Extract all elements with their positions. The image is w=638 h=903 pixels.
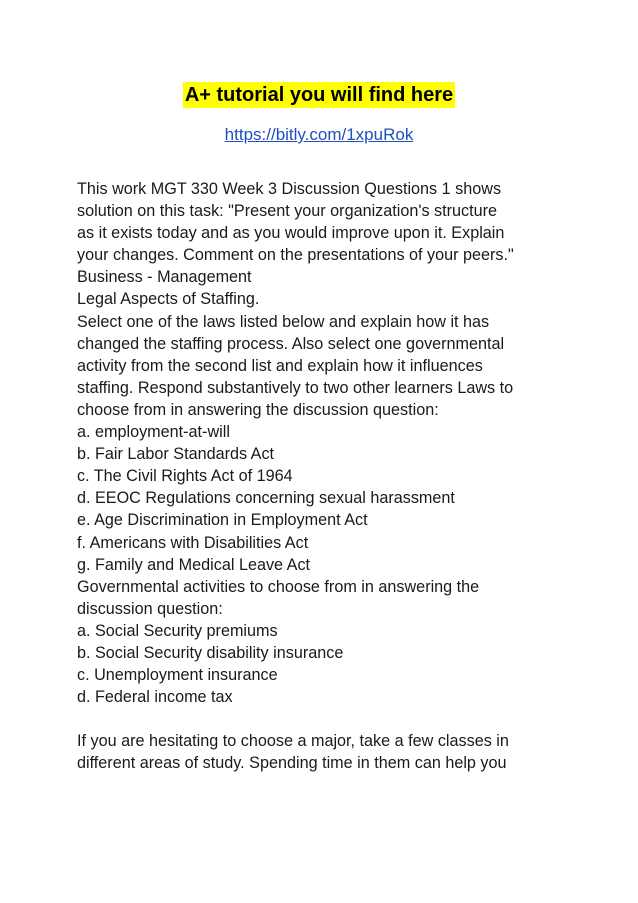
list-item: a. Social Security premiums: [77, 621, 278, 640]
body-line: staffing. Respond substantively to two other learners Laws to: [77, 378, 514, 397]
body-line: your changes. Comment on the presentations of your peers.": [77, 246, 514, 265]
body-line: Select one of the laws listed below and explain how it has: [77, 312, 490, 331]
list-item: d. EEOC Regulations concerning sexual harassment: [77, 489, 455, 508]
body-line: This work MGT 330 Week 3 Discussion Questions 1 shows: [77, 180, 502, 198]
list-item: b. Social Security disability insurance: [77, 643, 344, 662]
body-line: Business - Management: [77, 268, 252, 287]
body-line: Governmental activities to choose from in answering the: [77, 577, 480, 596]
tutorial-link[interactable]: https://bitly.com/1xpuRok: [224, 125, 414, 144]
body-line: discussion question:: [77, 599, 223, 618]
body-line: Legal Aspects of Staffing.: [77, 290, 260, 309]
list-item: c. The Civil Rights Act of 1964: [77, 467, 293, 486]
list-item: b. Fair Labor Standards Act: [77, 445, 275, 464]
body-line: as it exists today and as you would improve upon it. Explain: [77, 224, 505, 243]
list-item: a. employment-at-will: [77, 423, 230, 442]
list-item: e. Age Discrimination in Employment Act: [77, 511, 368, 530]
body-line: activity from the second list and explain how it influences: [77, 356, 483, 375]
list-item: g. Family and Medical Leave Act: [77, 555, 311, 574]
paragraph-gap: [77, 708, 577, 730]
list-item: d. Federal income tax: [77, 688, 233, 707]
link-container: [0, 124, 638, 146]
body-line: changed the staffing process. Also select one governmental: [77, 334, 505, 353]
page-title: A+ tutorial you will find here: [184, 84, 454, 106]
body-line: choose from in answering the discussion question:: [77, 400, 439, 419]
document-body: [77, 178, 577, 775]
title-container: [0, 82, 638, 108]
closing-line: different areas of study. Spending time in them can help you: [77, 754, 507, 773]
list-item: f. Americans with Disabilities Act: [77, 533, 309, 552]
body-line: solution on this task: "Present your organization's structure: [77, 202, 498, 221]
list-item: c. Unemployment insurance: [77, 666, 278, 685]
closing-line: If you are hesitating to choose a major, take a few classes in: [77, 732, 509, 751]
